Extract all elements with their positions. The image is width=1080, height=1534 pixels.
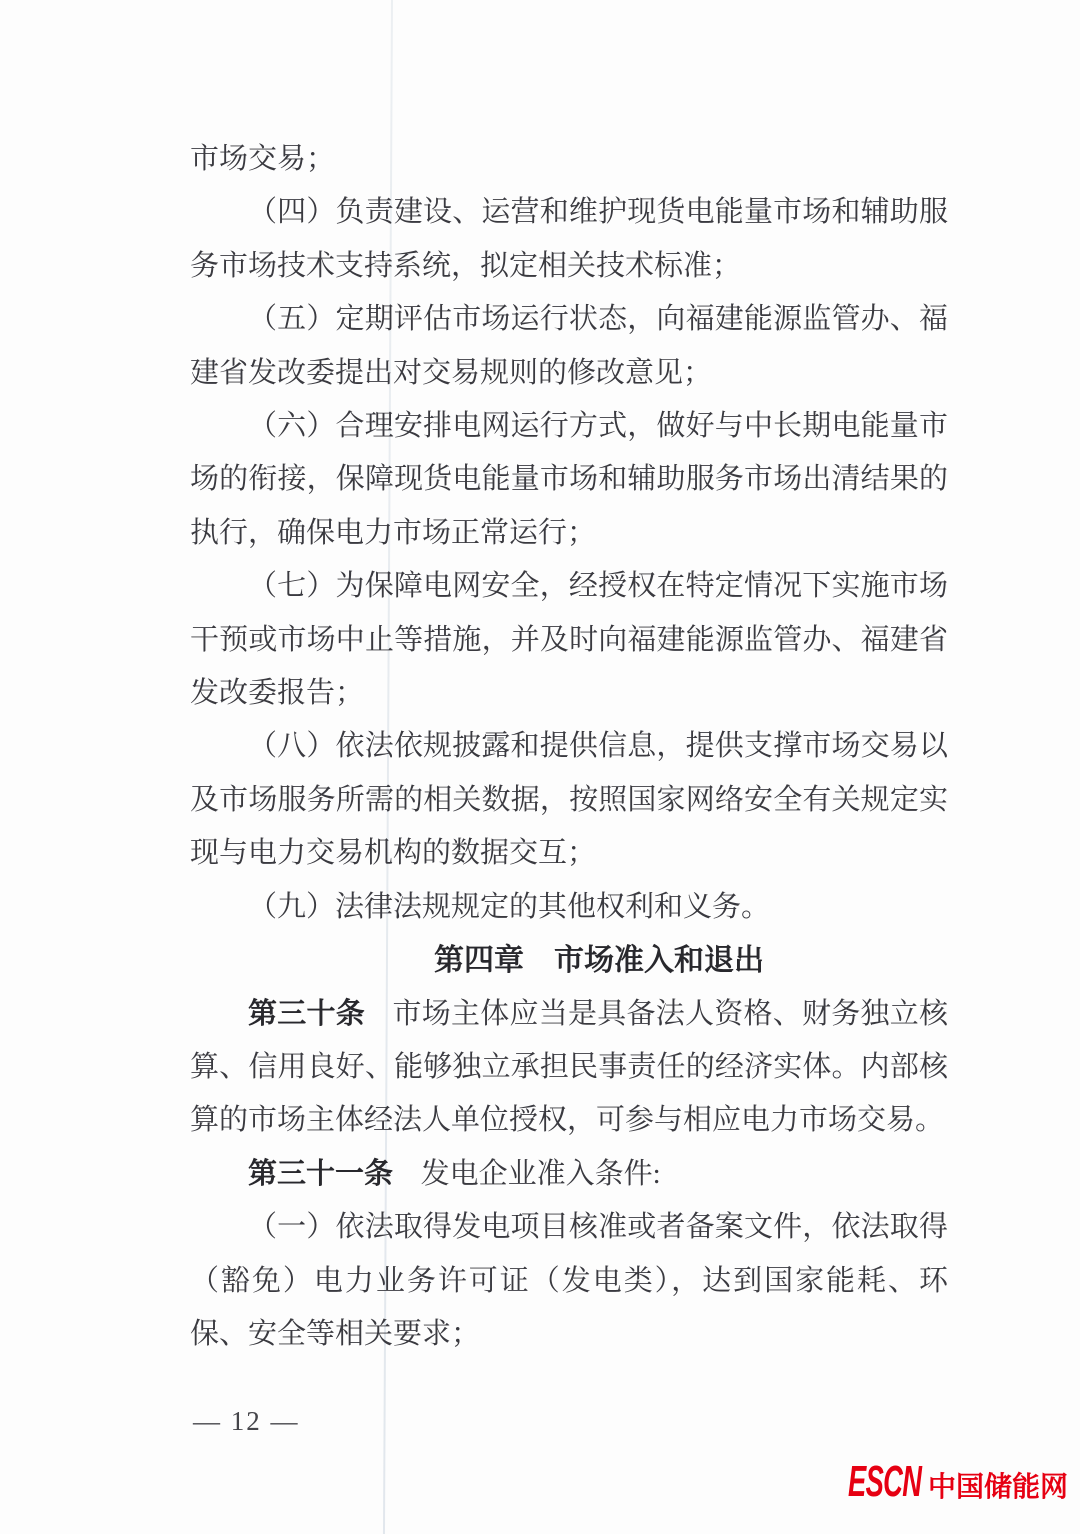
article-31-text: 发电企业准入条件:	[420, 1157, 661, 1190]
escn-logo	[848, 1457, 1069, 1506]
escn-logo-chinese: 中国储能网	[928, 1471, 1069, 1502]
paragraph-continuation: 市场交易；	[190, 143, 336, 175]
document-body	[190, 133, 948, 1361]
page-number: — 12 —	[193, 1406, 300, 1436]
clause-5: （五）定期评估市场运行状态，向福建能源监管办、福建省发改委提出对交易规则的修改意见；	[190, 303, 948, 389]
escn-logo-latin: ESCN	[848, 1457, 922, 1506]
clause-7: （七）为保障电网安全，经授权在特定情况下实施市场干预或市场中止等措施，并及时向福建能源监管办、福建省发改委报告；	[190, 570, 948, 710]
article-30-text: 市场主体应当是具备法人资格、财务独立核算、信用良好、能够独立承担民事责任的经济实体。内部核算的市场主体经法人单位授权，可参与相应电力市场交易。	[190, 997, 948, 1137]
article-30	[190, 988, 948, 1148]
article-30-number: 第三十条	[248, 997, 365, 1030]
article-31-number: 第三十一条	[248, 1157, 394, 1190]
clause-6: （六）合理安排电网运行方式，做好与中长期电能量市场的衔接，保障现货电能量市场和辅助服务市场出清结果的执行，确保电力市场正常运行；	[190, 410, 948, 549]
clause-9: （九）法律法规规定的其他权利和义务。	[248, 890, 771, 923]
condition-1: （一）依法取得发电项目核准或者备案文件，依法取得（豁免）电力业务许可证（发电类），达到国家能耗、环保、安全等相关要求；	[190, 1211, 948, 1350]
clause-8: （八）依法依规披露和提供信息，提供支撑市场交易以及市场服务所需的相关数据，按照国家网络安全有关规定实现与电力交易机构的数据交互；	[190, 730, 948, 870]
chapter-heading: 第四章 市场准入和退出	[434, 944, 764, 978]
clause-4: （四）负责建设、运营和维护现货电能量市场和辅助服务市场技术支持系统，拟定相关技术标准；	[190, 196, 948, 282]
article-31	[190, 1148, 948, 1201]
